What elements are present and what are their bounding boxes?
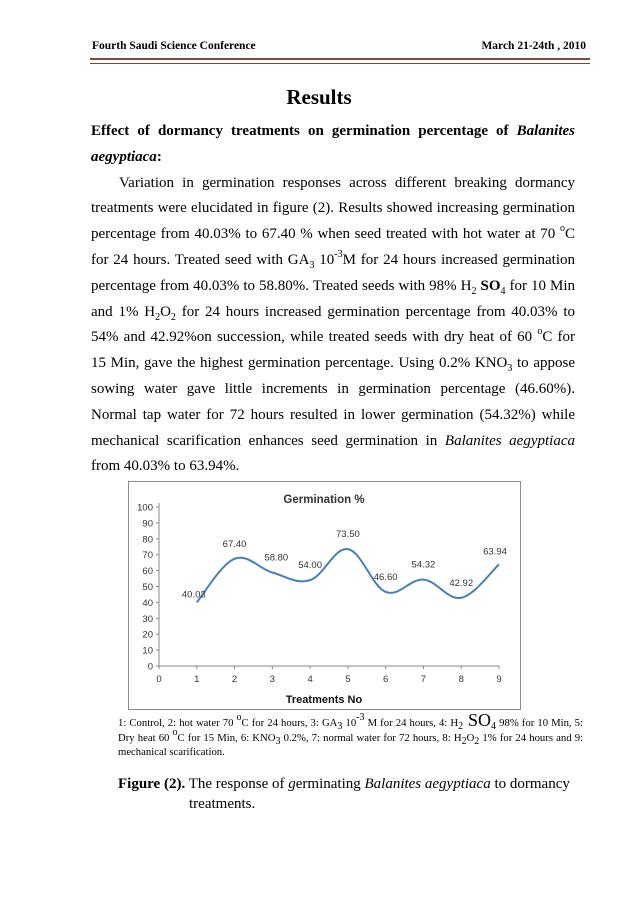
caption-part: to dormancy [490,776,570,792]
figure-legend [118,710,584,760]
para-part: O [160,303,171,320]
subscript: 2 [474,735,480,747]
results-paragraph [91,171,575,481]
y-tick-label: 50 [142,582,153,593]
legend-part: C for 15 Min, 6: KNO [177,731,276,744]
x-tick-label: 1 [194,674,200,685]
chart-title: Germination % [283,494,365,506]
legend-part: O [466,731,475,744]
x-tick-label: 7 [420,674,427,685]
conference-date: March 21-24th , 2010 [481,40,586,52]
caption-part: The response of [185,776,289,792]
legend-part: SO [463,710,492,730]
chart-data-labels [182,529,507,600]
subscript: 4 [500,285,506,297]
x-tick-label: 5 [345,674,351,685]
para-part: for 10 Min and 1% H [91,277,575,320]
data-label: 73.50 [335,529,360,541]
para-part: C for 15 Min, gave the highest germination percentage. Using 0.2% KNO [91,329,575,372]
heading-species: Balanites aegyptiaca [91,123,575,165]
y-tick-label: 70 [142,550,153,562]
subscript: 3 [337,721,343,733]
heading-text: Effect of dormancy treatments on germination percentage of [91,123,517,139]
figure-caption [118,774,588,814]
caption-line-2: treatments. [189,796,256,812]
body-text [91,119,575,480]
data-label: 46.60 [373,571,398,583]
x-tick-label: 0 [156,674,162,685]
data-label: 67.40 [222,538,247,550]
caption-line-1 [118,774,588,794]
degree-sup: o [559,223,565,235]
caption-part: erminating [295,776,365,792]
y-tick-label: 60 [142,566,153,578]
germination-chart [128,481,521,710]
y-tick-label: 90 [142,518,153,530]
para-part: from 40.03% to 63.94%. [91,458,240,475]
legend-part: M for 24 hours, 4: H [364,717,459,729]
para-part: 10 [314,251,335,268]
subscript: 3 [309,259,315,271]
legend-part: 98% for 10 Min, 5: Dry heat 60 [118,717,583,744]
subscript: 3 [275,735,281,747]
degree-sup: o [537,326,543,338]
data-label: 42.92 [449,577,474,589]
data-label: 58.80 [264,552,289,564]
species-name: Balanites aegyptiaca [444,432,575,449]
x-tick-label: 8 [458,674,464,685]
chart-svg [129,482,520,709]
x-tick-label: 4 [307,674,313,685]
figure-label: Figure (2). [118,776,186,792]
chart-y-ticks [137,503,159,673]
y-tick-label: 40 [142,597,153,609]
x-tick-label: 2 [231,674,238,685]
subscript: 2 [458,721,464,733]
subsection-heading [91,119,575,171]
x-tick-label: 6 [383,674,389,685]
x-tick-label: 9 [496,674,502,685]
subscript: 2 [155,311,161,323]
caption-species: Balanites aegyptiaca [364,776,491,792]
y-tick-label: 30 [142,613,153,625]
y-tick-label: 20 [142,629,153,641]
y-tick-label: 80 [142,534,153,546]
page-header [90,40,590,56]
superscript: -3 [356,712,365,724]
para-part: Variation in germination responses across different breaking dormancy treatments were elucidated in figure (2). Results showed increasing germination percentage from 40.03% to 67.40 % when seed treated with hot water at 70 [91,174,575,243]
y-tick-label: 0 [147,661,153,673]
para-part: M for 24 hours increased germination percentage from 40.03% to 58.80%. Treated seeds with 98% H [91,251,576,294]
data-label: 54.32 [411,559,436,571]
degree-sup: o [172,727,178,739]
subscript: 3 [507,363,513,375]
legend-part: 1% for 24 hours and 9: mechanical scarification. [118,731,584,759]
legend-part: 10 [342,717,357,729]
para-part: SO [476,277,501,294]
subscript: 2 [461,735,467,747]
y-tick-label: 10 [142,645,153,657]
heading-colon: : [156,148,162,165]
chart-x-axis-label: Treatments No [285,694,363,706]
data-label: 40.03 [181,589,206,601]
header-rule-thick [90,58,590,60]
legend-part: C for 24 hours, 3: GA [241,717,338,729]
degree-sup: o [236,712,242,724]
legend-part: 1: Control, 2: hot water 70 [118,717,237,729]
conference-name: Fourth Saudi Science Conference [92,40,256,52]
para-part: C for 24 hours. Treated seed with GA [91,226,575,268]
subscript: 4 [491,721,497,733]
y-tick-label: 100 [137,502,153,514]
subscript: 2 [170,311,176,323]
header-rule-thin [90,63,590,64]
para-part: to appose sowing water gave little increments in germination percentage (46.60%). Normal tap water for 72 hours resulted in lower germination (54.32%) while mechanical scarification enhances seed germination in [91,355,575,449]
data-label: 63.94 [483,546,507,558]
superscript: -3 [334,248,343,260]
para-part: for 24 hours increased germination percentage from 40.03% to 54% and 42.92%on succession, while treated seeds with dry heat of 60 [91,303,575,346]
x-tick-label: 3 [269,674,275,685]
legend-part: 0.2%, 7: normal water for 72 hours, 8: H [280,731,462,744]
series-line-germination [197,549,499,602]
section-title: Results [286,85,352,109]
caption-part: g [288,776,296,792]
subscript: 2 [471,285,477,297]
chart-x-ticks [156,666,501,685]
data-label: 54.00 [298,560,323,572]
